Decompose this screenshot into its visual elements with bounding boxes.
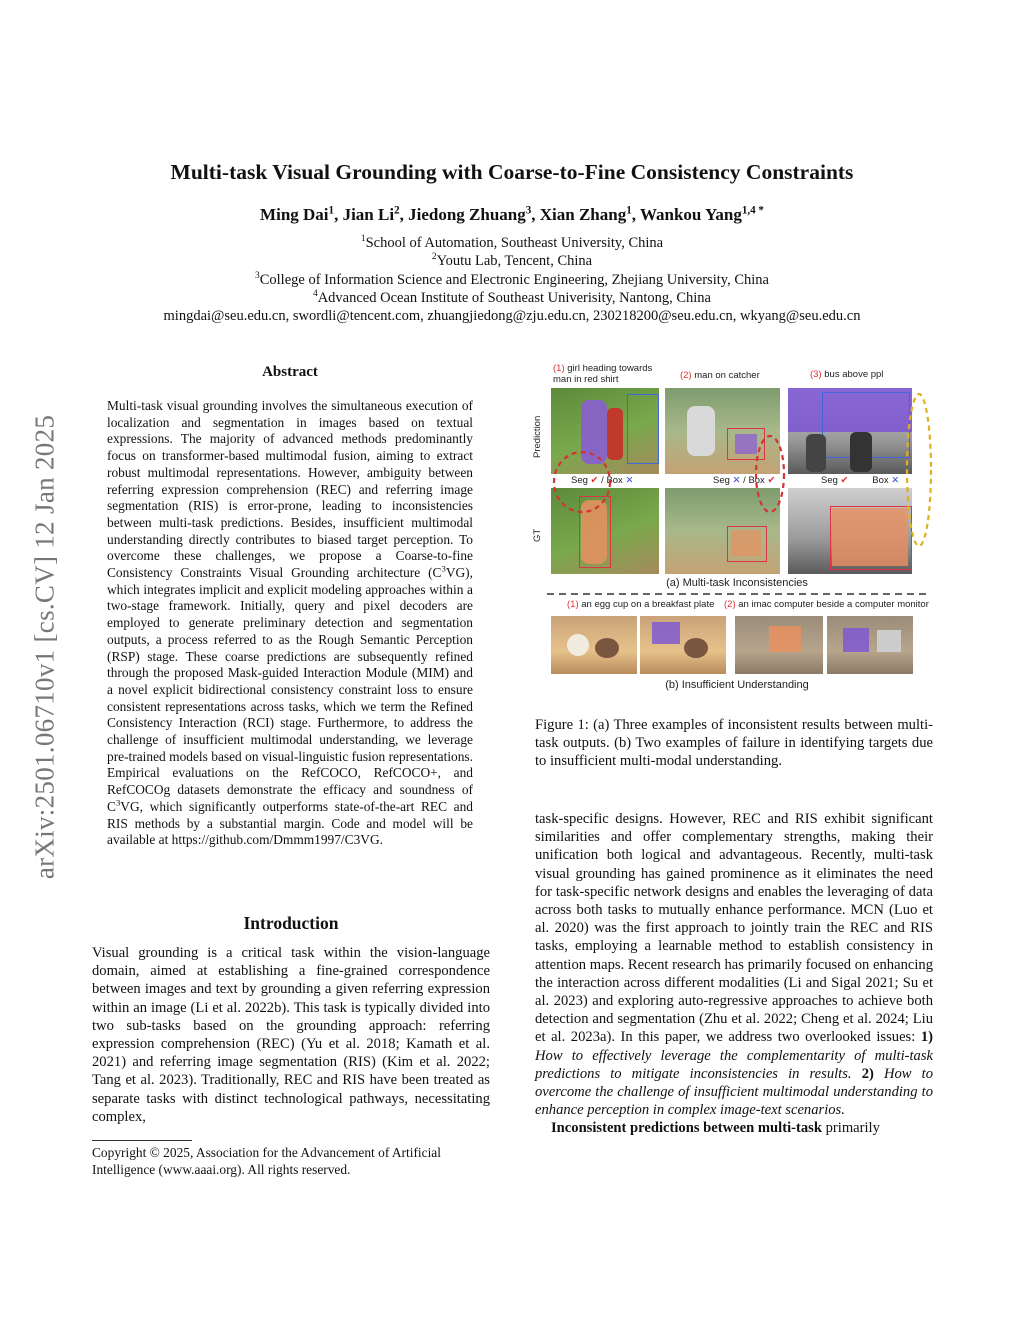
author-name: Ming Dai: [260, 205, 329, 224]
check-mark-icon: ✔: [590, 475, 599, 486]
seg-box-label: Seg ✔ / Box ✕: [571, 475, 634, 486]
row-label-gt: GT: [532, 528, 543, 542]
abstract-heading: Abstract: [262, 364, 318, 380]
check-mark-icon: ✔: [840, 475, 849, 486]
affiliation: $^3$College of Information Science and Electronic Engineering, Zhejiang University, China: [255, 270, 769, 288]
author-name: Wankou Yang: [639, 205, 742, 224]
affiliation: $^2$Youtu Lab, Tencent, China: [431, 252, 593, 270]
affiliations: [0, 234, 1024, 325]
check-mark-icon: ✔: [767, 475, 776, 486]
cross-mark-icon: ✕: [891, 475, 900, 486]
author-name: Xian Zhang: [539, 205, 627, 224]
arxiv-id: arXiv:2501.06710v1 [cs.CV] 12 Jan 2025: [29, 414, 60, 880]
panel-b-label: (b) Insufficient Understanding: [665, 679, 809, 691]
introduction-heading: Introduction: [243, 913, 339, 933]
example-label: (2) an imac computer beside a computer monitor: [724, 599, 929, 610]
insufficient-image-2a: [735, 616, 823, 674]
abstract-text: Multi-task visual grounding involves the simultaneous execution of localization and segmentation in images based on textual expressions. The majority of advanced methods predominantly focus on transformer-based multimodal fusion, aiming to extract robust multimodal representations. However, ambiguity between referring expression comprehension (REC) and referring image segmentation (RIS) is error-prone, leading to inconsistencies between multi-task predictions. Besides, insufficient multimodal understanding directly contributes to biased target perception. To overcome these challenges, we propose a Coarse-to-fine Consistency Constraints Visual Grounding architecture $(C^3VG)$, which integrates implicit and explicit modeling approaches within a two-stage framework. Initially, query and pixel decoders are employed to generate preliminary detection and segmentation outputs, a process referred to as the Rough Semantic Perception (RSP) stage. These coarse predictions are subsequently refined through the proposed Mask-guided Interaction Module (MIM) and a novel explicit bidirectional consistency constraint loss to ensure consistent representations across tasks, which we term the Refined Consistency Interaction (RCI) stage. Furthermore, to address the challenge of insufficient multimodal understanding, we leverage pre-trained models based on visual-linguistic fusion representations. Empirical evaluations on the RefCOCO, RefCOCO+, and RefCOCOg datasets demonstrate the efficacy and soundness of $C^3VG$, which significantly outperforms state-of-the-art REC and RIS methods by a substantial margin. Code and model will be available at https://github.com/Dmmm1997/C3VG.: [107, 398, 473, 848]
figure-1: [532, 362, 937, 700]
insufficient-image-2b: [827, 616, 913, 674]
author-list: Ming Dai$^1$, Jian Li$^2$, Jiedong Zhuang$^3$, Xian Zhang$^1$, Wankou Yang$^{1,4 *}$: [260, 204, 764, 224]
affiliation: $^4$Advanced Ocean Institute of Southeast Univerisity, Nantong, China: [313, 289, 711, 306]
example-label: (1) an egg cup on a breakfast plate: [567, 599, 715, 610]
affiliation: $^1$School of Automation, Southeast University, China: [360, 234, 664, 251]
paper-title: Multi-task Visual Grounding with Coarse-to-Fine Consistency Constraints: [170, 160, 854, 184]
panel-a-label: (a) Multi-task Inconsistencies: [666, 577, 808, 589]
seg-box-label: Seg ✕ / Box ✔: [713, 475, 776, 486]
figure-caption: Figure 1: (a) Three examples of inconsistent results between multi-task outputs. (b) Two examples of failure in identifying targets due to insufficient multi-modal understanding.: [535, 717, 933, 770]
example-label: (1) girl heading towards man in red shirt: [553, 363, 653, 385]
author-name: Jiedong Zhuang: [408, 205, 526, 224]
seg-box-label: Seg ✔ Box ✕: [821, 475, 900, 486]
right-column-text: task-specific designs. However, REC and RIS exhibit significant similarities and offer complementary strengths, making their unification both logical and advantageous. Recently, multi-task visual grounding has gained prominence as it eliminates the need for task-specific network designs and enables the leveraging of data across both tasks to mutually enhance performance. MCN (Luo et al. 2020) was the first approach to jointly train the REC and RIS tasks, employing a learnable method to establish consistency in attention maps. Recent research has primarily focused on enhancing the interaction across different modalities (Li and Sigal 2021; Su et al. 2023) and exploring auto-regressive approaches to achieve both detection and segmentation (Zhu et al. 2022; Cheng et al. 2024; Liu et al. 2023a). In this paper, we address two overlooked issues: 1) How to effectively leverage the complementarity of multi-task predictions to mitigate inconsistencies in results. 2) How to overcome the challenge of insufficient multimodal understanding to enhance perception in complex image-text scenarios. Inconsistent predictions between multi-task primarily: [535, 811, 933, 1137]
cross-mark-icon: ✕: [625, 475, 634, 486]
copyright-footnote: Copyright © 2025, Association for the Advancement of Artificial Intelligence (www.aaai.org). All rights reserved.: [92, 1145, 441, 1177]
introduction-text: Visual grounding is a critical task within the vision-language domain, aimed at establishing a fine-grained correspondence between images and text by grounding a given referring expression within an image (Li et al. 2022b). This task is typically divided into two sub-tasks based on the grounding approach: referring expression comprehension (REC) (Yu et al. 2018; Kamath et al. 2021) and referring image segmentation (RIS) (Kim et al. 2022; Tang et al. 2023). Traditionally, REC and RIS have been treated as separate tasks with distinct technological pathways, necessitating complex,: [92, 945, 490, 1125]
insufficient-image-1b: [640, 616, 726, 674]
author-name: Jian Li: [342, 205, 395, 224]
example-label: (2) man on catcher: [680, 370, 760, 381]
cross-mark-icon: ✕: [732, 475, 741, 486]
row-label-prediction: Prediction: [532, 415, 543, 458]
email-list: mingdai@seu.edu.cn, swordli@tencent.com, zhuangjiedong@zju.edu.cn, 230218200@seu.edu.cn, wkyang@seu.edu.cn: [163, 308, 861, 325]
arxiv-stamp: [0, 362, 87, 922]
insufficient-image-1a: [551, 616, 637, 674]
footnote-rule: [92, 1140, 192, 1141]
paragraph: Inconsistent predictions between multi-task primarily: [551, 1120, 880, 1137]
example-label: (3) bus above ppl: [810, 369, 884, 380]
